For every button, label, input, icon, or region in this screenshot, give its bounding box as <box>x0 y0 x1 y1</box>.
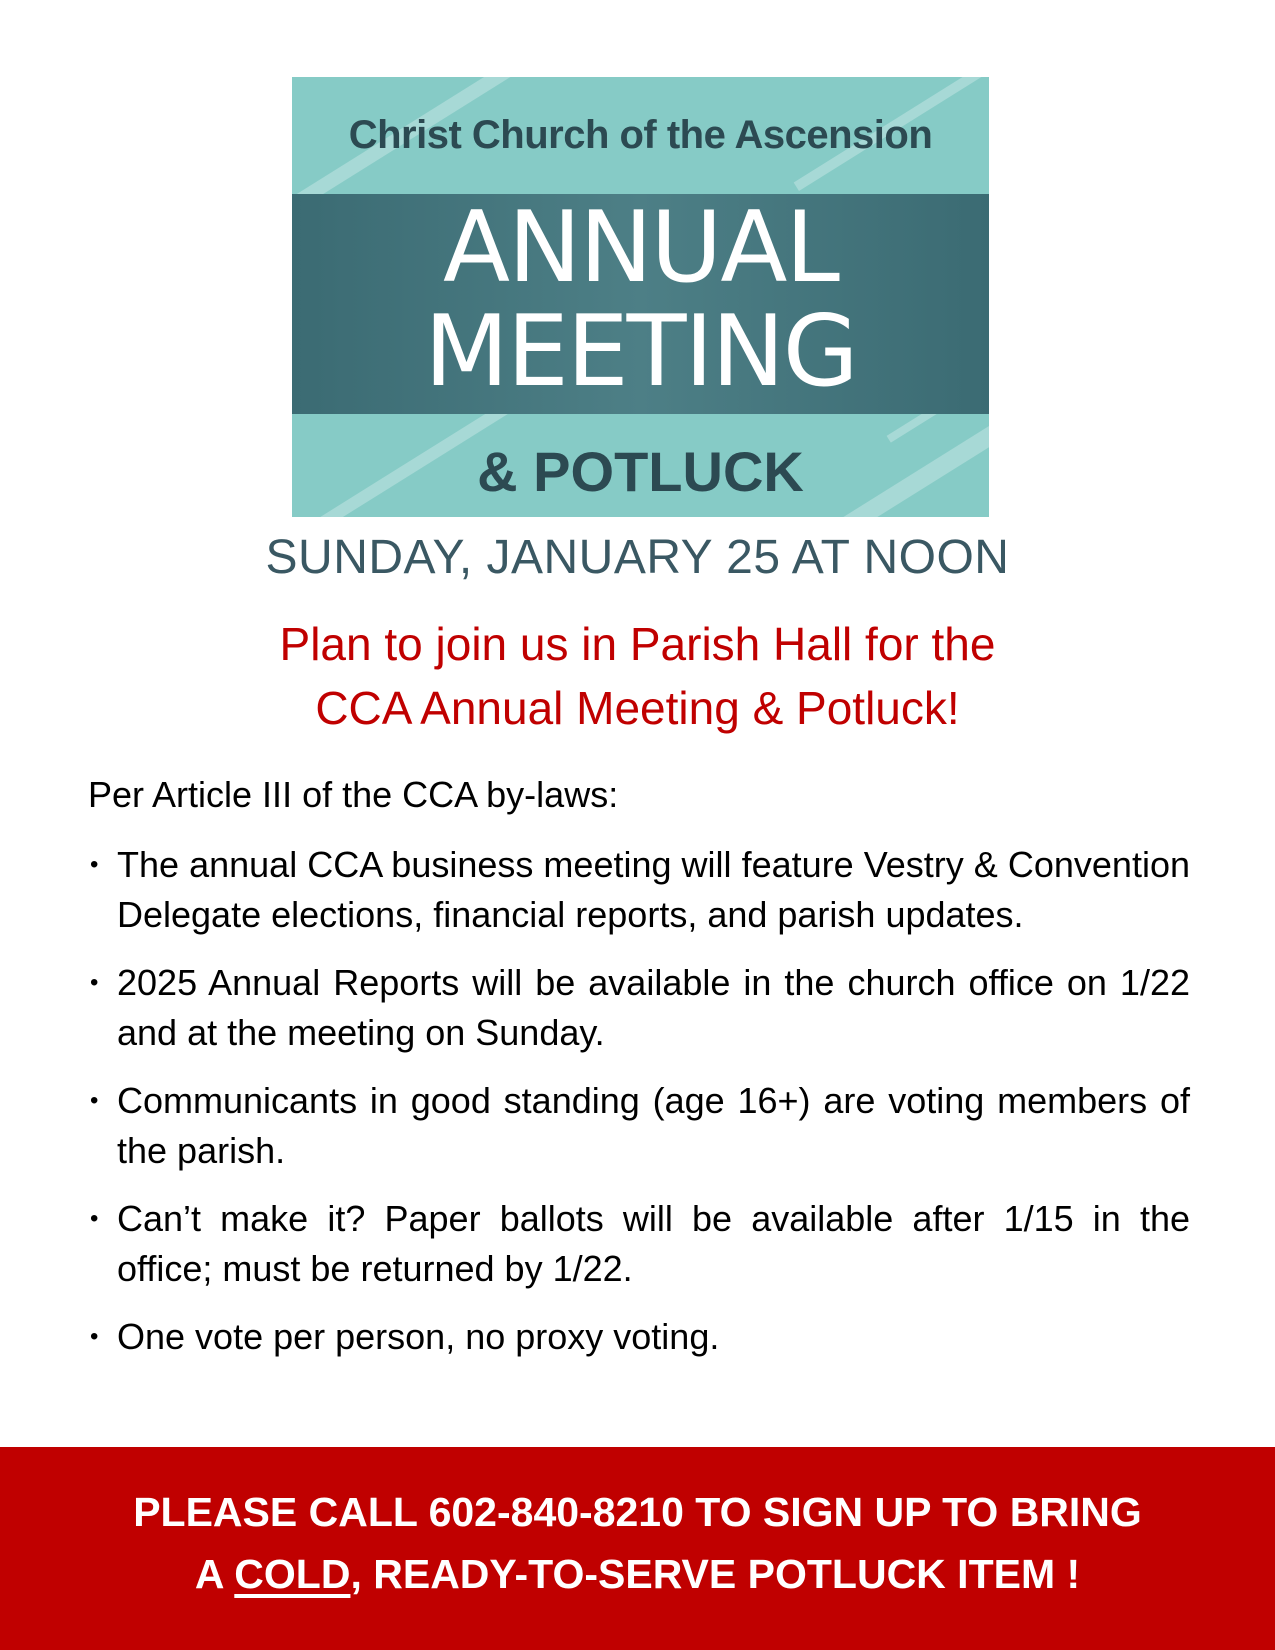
church-name: Christ Church of the Ascension <box>348 113 933 157</box>
bylaws-intro: Per Article III of the CCA by-laws: <box>88 774 619 815</box>
list-item <box>88 1194 1190 1294</box>
bylaws-list <box>88 840 1190 1380</box>
event-date: SUNDAY, JANUARY 25 AT NOON <box>265 531 1010 584</box>
banner-subtitle-potluck: & POTLUCK <box>477 440 804 503</box>
footer-cold-emphasis: COLD <box>234 1551 351 1597</box>
invitation-line-2: CCA Annual Meeting & Potluck! <box>315 682 960 734</box>
invitation-text <box>0 612 1275 740</box>
banner-title-annual: ANNUAL <box>442 191 839 305</box>
bullet-icon: • <box>90 1087 99 1114</box>
list-item-text: Communicants in good standing (age 16+) are voting members of the parish. <box>117 1080 1190 1171</box>
list-item-text: 2025 Annual Reports will be available in the church office on 1/22 and at the meeting on Sunday. <box>117 962 1190 1053</box>
list-item-text: Can’t make it? Paper ballots will be available after 1/15 in the office; must be returned by 1/22. <box>117 1198 1190 1289</box>
bullet-icon: • <box>90 1323 99 1350</box>
footer-line-2-suffix: , READY-TO-SERVE POTLUCK ITEM ! <box>350 1551 1081 1597</box>
footer-line-2-prefix: A <box>194 1551 235 1597</box>
list-item <box>88 1312 1190 1362</box>
annual-meeting-banner <box>292 77 989 517</box>
invitation-line-1: Plan to join us in Parish Hall for the <box>279 618 996 670</box>
list-item <box>88 840 1190 940</box>
bullet-icon: • <box>90 969 99 996</box>
banner-title-meeting: MEETING <box>424 295 857 409</box>
bullet-icon: • <box>90 1205 99 1232</box>
list-item-text: One vote per person, no proxy voting. <box>117 1316 720 1357</box>
bullet-icon: • <box>90 851 99 878</box>
footer-line-2 <box>0 1551 1275 1598</box>
signup-footer <box>0 1447 1275 1650</box>
list-item <box>88 958 1190 1058</box>
footer-line-1: PLEASE CALL 602-840-8210 TO SIGN UP TO BRING <box>133 1489 1142 1535</box>
list-item-text: The annual CCA business meeting will feature Vestry & Convention Delegate elections, financial reports, and parish updates. <box>117 844 1190 935</box>
list-item <box>88 1076 1190 1176</box>
